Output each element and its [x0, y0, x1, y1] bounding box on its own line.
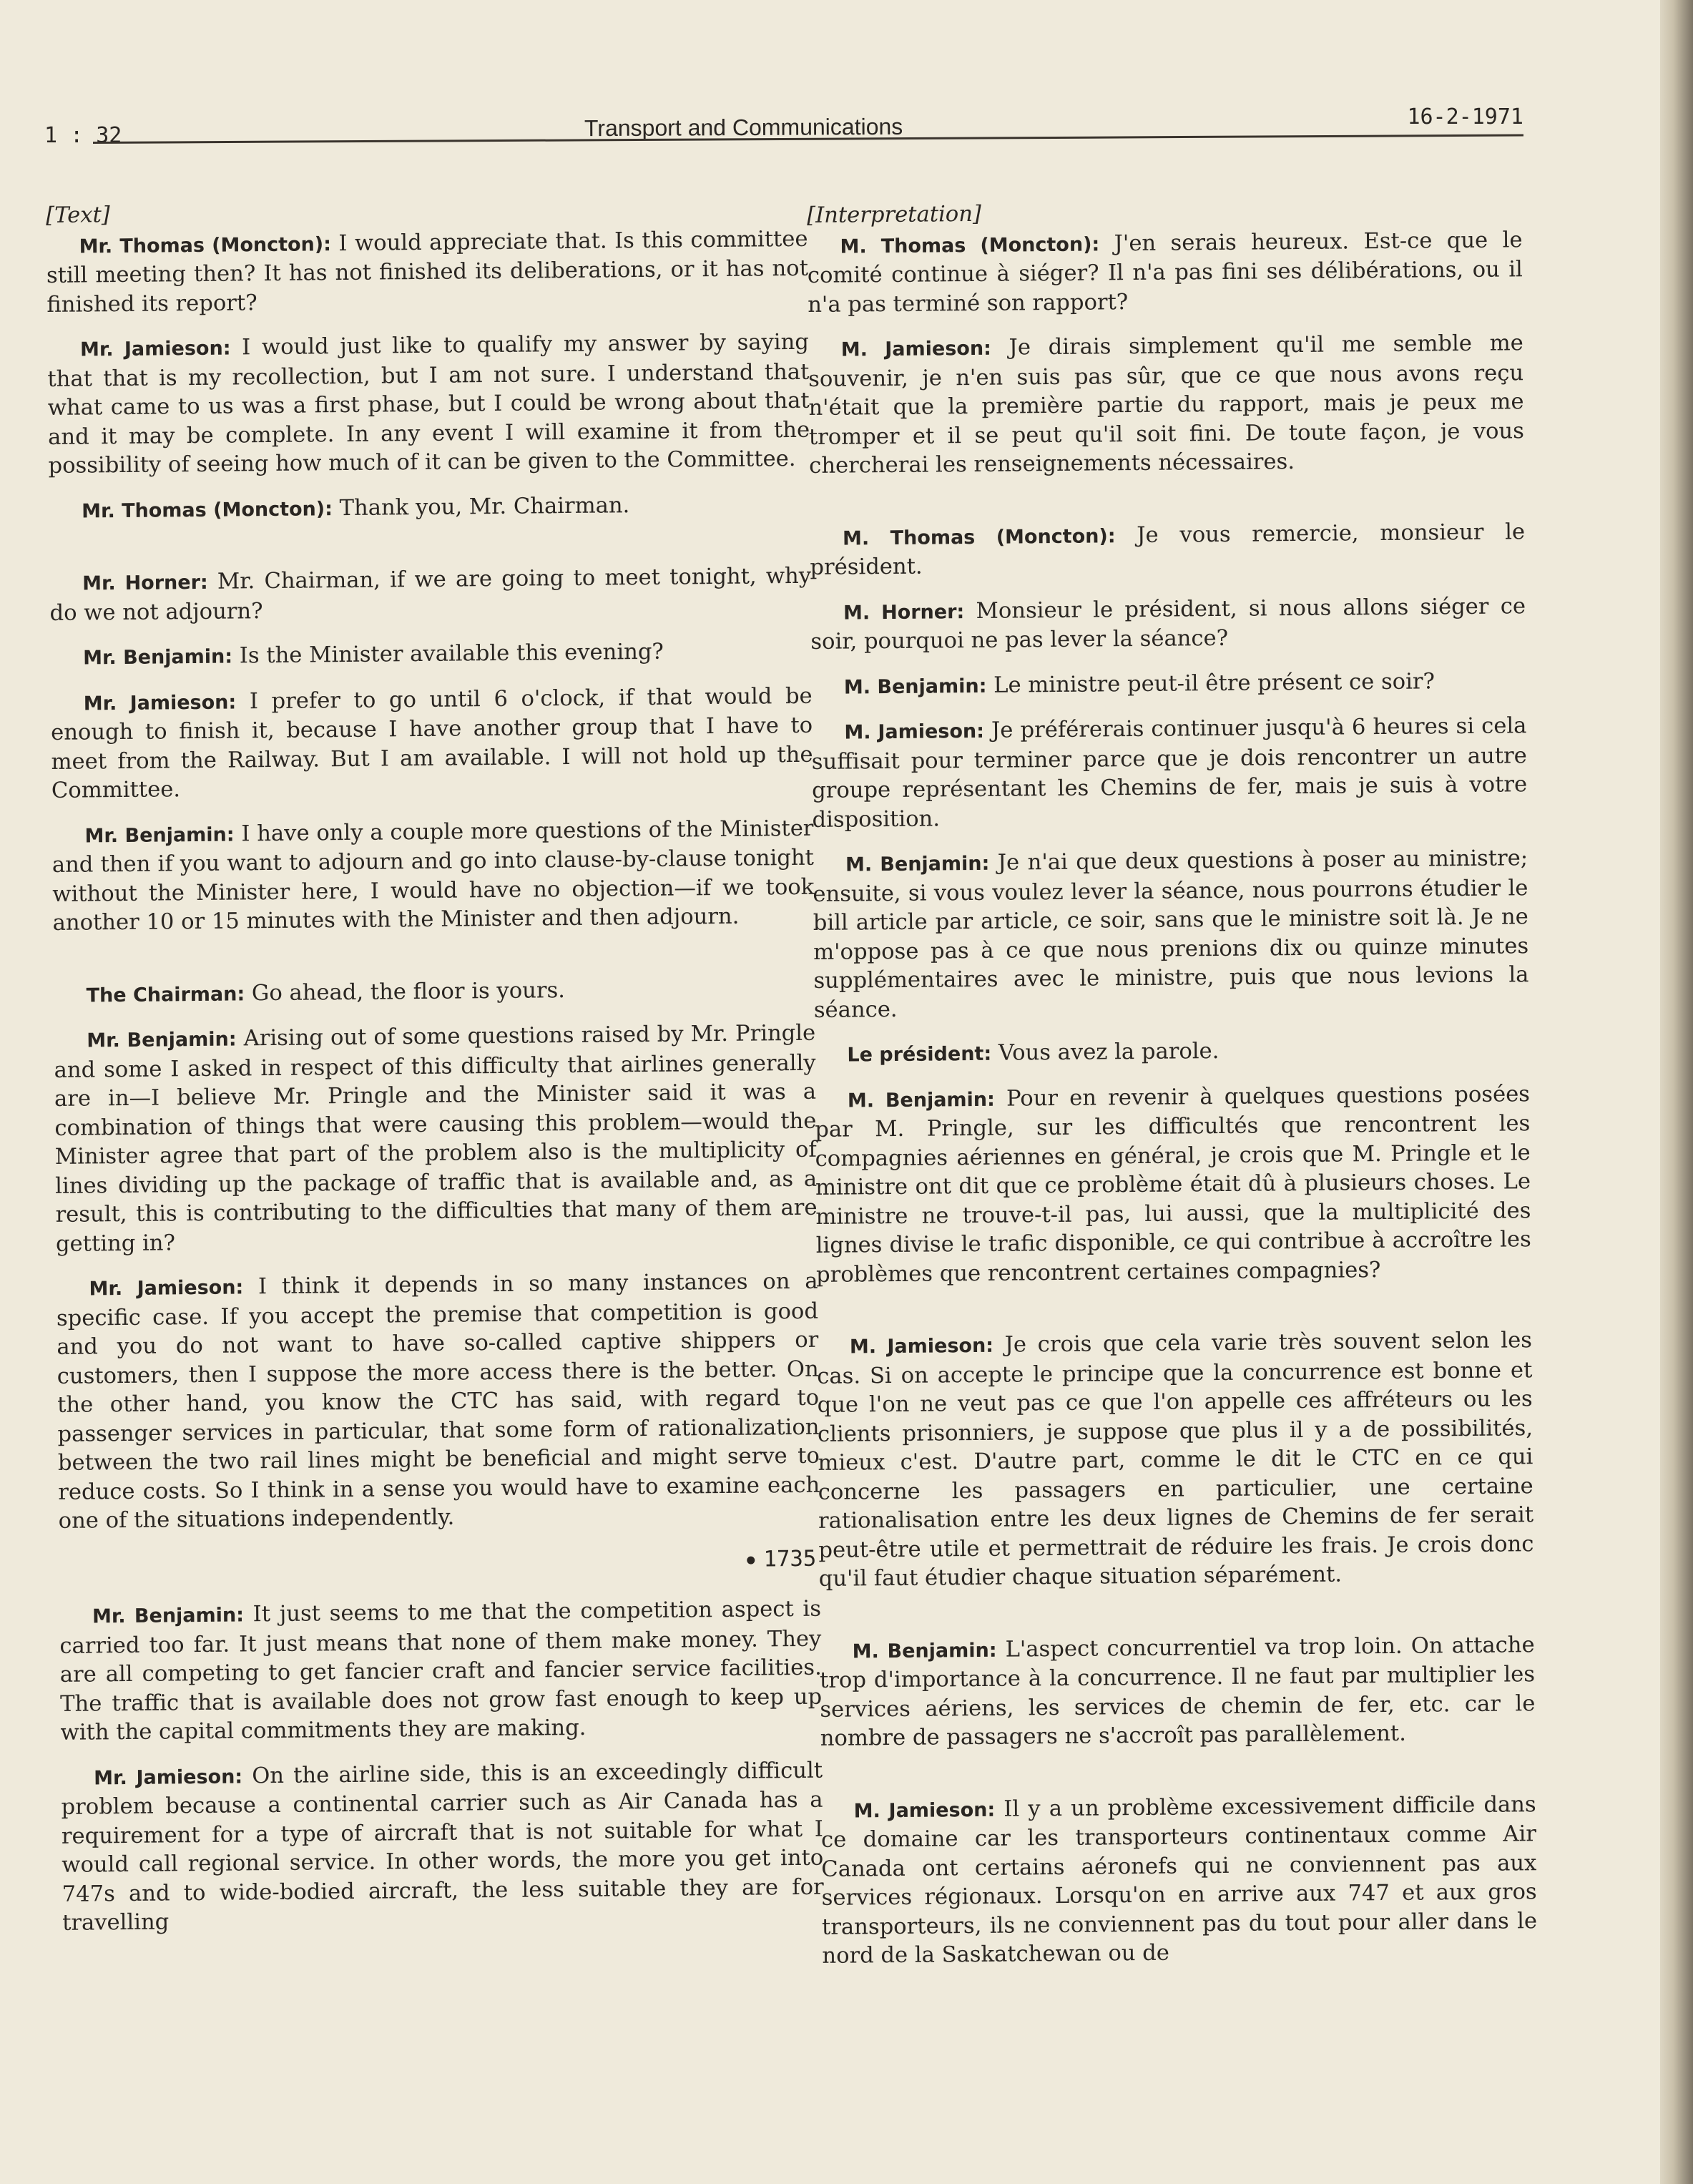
page-number: 1 : 32 — [44, 123, 122, 148]
speech-text: Il y a un problème excessivement difficile dans ce domaine car les transporteurs continentaux comme Air Canada ont certains aéronefs qui ne conviennent pas aux services régionaux. Lorsqu'on en arrive aux 747 et aux gros transporteurs, ils ne conviennent pas du tout pour aller dans le nord de la Saskatchewan ou de — [820, 1791, 1538, 1969]
speech-paragraph — [53, 974, 815, 1011]
speech-paragraph — [61, 1756, 824, 1938]
speech-paragraph — [46, 225, 808, 320]
speech-text: J'en serais heureux. Est-ce que le comité continue à siéger? Il n'a pas fini ses délibérations, ou il n'a pas terminé son rapport? — [807, 227, 1523, 318]
speaker-name: Mr. Thomas (Moncton): — [82, 497, 333, 523]
speaker-name: The Chairman: — [86, 982, 245, 1007]
speech-text: Monsieur le président, si nous allons siéger ce soir, pourquoi ne pas lever la séance? — [810, 593, 1526, 655]
speaker-name: M. Benjamin: — [843, 675, 987, 699]
speech-paragraph — [820, 1791, 1537, 1972]
speech-text: Go ahead, the floor is yours. — [245, 977, 566, 1006]
speech-text: Je n'ai que deux questions à poser au ministre; ensuite, si vous voulez lever la séance, nous pourrons étudier le bill article par article, ce soir, sans que le ministre soit là. Je ne m'oppose pas à ce que nous prenions dix ou quinze minutes supplémentaires avec le ministre, puis que nous levions la séance. — [813, 846, 1529, 1023]
speech-text: Je dirais simplement qu'il me semble me souvenir, je n'en suis pas sûr, que ce que nous avons reçu n'était que la première partie du rapport, mais je peux me tromper et il se peut qu'il soit fini. De toute façon, je vous chercherai les renseignements nécessaires. — [808, 330, 1524, 479]
speaker-name: M. Jamieson: — [853, 1798, 996, 1823]
bullet-icon — [747, 1556, 755, 1564]
header-date: 16-2-1971 — [1407, 104, 1523, 129]
speech-paragraph — [814, 1034, 1529, 1070]
speech-paragraph — [811, 712, 1527, 835]
speech-paragraph — [820, 1631, 1536, 1754]
speech-text: Mr. Chairman, if we are going to meet tonight, why do we not adjourn? — [49, 563, 812, 626]
speaker-name: M. Thomas (Moncton): — [842, 524, 1116, 550]
speech-paragraph — [50, 637, 812, 674]
speech-text: Vous avez la parole. — [991, 1039, 1220, 1066]
speech-text: I think it depends in so many instances on a specific case. If you accept the premise that competition is good and you do not want to have so-called captive shippers or customers, then I suppose the more access there is the better. On the other hand, you know the CTC has said, with regard to passenger services in particular, that some form of rationalization between the two rail lines might be beneficial and might serve to reduce costs. So I think in a sense you would have to examine each one of the situations independently. — [56, 1268, 820, 1534]
speech-text: Je préférerais continuer jusqu'à 6 heures si cela suffisait pour terminer parce que je dois rencontrer un autre groupe représentant les Chemins de fer, mais je suis à votre disposition. — [811, 713, 1528, 833]
speech-paragraph — [54, 1019, 818, 1259]
speaker-name: M. Jamieson: — [849, 1334, 994, 1358]
speech-paragraph — [810, 518, 1526, 583]
speaker-name: M. Horner: — [843, 600, 965, 625]
speech-text: On the airline side, this is an exceedingly difficult problem because a continental carrier such as Air Canada has a requirement for a type of aircraft that is not suitable for what I would call regional service. In other words, the more you get into 747s and to wide-bodied aircraft, the less suitable they are for travelling — [61, 1758, 824, 1936]
speech-paragraph — [51, 682, 814, 805]
page-edge-shadow — [1660, 0, 1693, 2184]
speech-text: I would appreciate that. Is this committee still meeting then? It has not finished its deliberations, or it has not finished its report? — [46, 226, 809, 318]
speech-paragraph — [49, 562, 812, 628]
speech-text: Arising out of some questions raised by Mr. Pringle and some I asked in respect of this difficulty that airlines generally are in—I believe Mr. Pringle and the Minister said it was a combination of things that were causing this problem—would the Minister agree that part of the problem also is the multiplicity of lines dividing up the package of traffic that is available and, as a result, this is contributing to the difficulties that many of them are getting in? — [54, 1020, 818, 1257]
running-title: Transport and Communications — [584, 113, 903, 142]
section-tag: [Interpretation] — [807, 201, 982, 228]
speech-text: Pour en revenir à quelques questions posées par M. Pringle, sur les difficultés que rencontrent les compagnies aériennes en général, je crois que M. Pringle et le ministre ont dit que ce problème était dû à plusieurs choses. Le ministre ne trouve-t-il pas, lui aussi, que la multiplicité des lignes divise le trafic disponible, ce qui contribue à accroître les problèmes que rencontrent certaines compagnies? — [815, 1081, 1531, 1288]
speech-paragraph — [47, 328, 810, 481]
english-column — [46, 195, 824, 1954]
speaker-name: M. Thomas (Moncton): — [840, 232, 1100, 258]
speech-text: Le ministre peut-il être présent ce soir? — [986, 668, 1436, 698]
speaker-name: Mr. Thomas (Moncton): — [79, 232, 332, 258]
speech-text: Je vous remercie, monsieur le président. — [810, 519, 1526, 580]
speech-paragraph — [817, 1326, 1534, 1594]
french-column — [807, 195, 1538, 1987]
speech-paragraph — [813, 844, 1529, 1025]
speaker-name: M. Jamieson: — [840, 337, 992, 361]
speech-text: L'aspect concurrentiel va trop loin. On attache trop d'importance à la concurrence. Il ne faut par multiplier les services aériens, les services de chemin de fer, etc. car le nombre de passagers ne s'accroît pas parallèlement. — [819, 1632, 1536, 1751]
speech-text: I prefer to go until 6 o'clock, if that would be enough to finish it, because I have another group that I have to meet from the Railway. But I am available. I will not hold up the Committee. — [50, 683, 813, 803]
time-marker — [59, 1544, 820, 1581]
speech-paragraph — [808, 329, 1525, 481]
speaker-name: Mr. Jamieson: — [94, 1765, 243, 1789]
speech-text: Thank you, Mr. Chairman. — [332, 492, 630, 521]
section-tag: [Text] — [46, 202, 110, 228]
speech-paragraph — [815, 1080, 1531, 1290]
speech-text: It just seems to me that the competition aspect is carried too far. It just means that none of them make money. They are all competing to get fancier craft and fancier service facilities. The traffic that is available does not grow fast enough to keep up with the capital commitments they are making. — [59, 1596, 823, 1745]
speaker-name: Mr. Horner: — [82, 571, 208, 595]
speaker-name: Mr. Benjamin: — [92, 1604, 245, 1628]
time-marker-text: 1735 — [763, 1546, 817, 1572]
speech-text: I have only a couple more questions of the Minister and then if you want to adjourn and go into clause-by-clause tonight without the Minister here, I would have no objection—if we took another 10 or 15 minutes with the Minister and then adjourn. — [51, 816, 815, 936]
speaker-name: Mr. Benjamin: — [82, 645, 233, 670]
speaker-name: Mr. Jamieson: — [79, 337, 231, 361]
speech-paragraph — [807, 226, 1523, 320]
speaker-name: M. Benjamin: — [847, 1088, 996, 1112]
speech-paragraph — [811, 667, 1526, 702]
speaker-name: M. Benjamin: — [852, 1639, 997, 1663]
speech-text: Is the Minister available this evening? — [232, 639, 664, 669]
speaker-name: Mr. Jamieson: — [83, 690, 237, 715]
speech-paragraph — [56, 1268, 820, 1537]
speaker-name: M. Benjamin: — [845, 852, 990, 876]
speaker-name: Mr. Benjamin: — [87, 1028, 237, 1052]
speaker-name: Le président: — [847, 1042, 992, 1067]
speaker-name: M. Jamieson: — [844, 720, 985, 744]
speech-paragraph — [51, 814, 815, 938]
speech-paragraph — [59, 1595, 823, 1748]
speaker-name: Mr. Jamieson: — [89, 1276, 244, 1301]
speech-text: I would just like to qualify my answer by saying that that is my recollection, but I am not sure. I understand that what came to us was a first phase, but I could be wrong about that and it may be complete. In any event I will examine it from the possibility of seeing how much of it can be given to the Committee. — [47, 329, 810, 479]
speaker-name: Mr. Benjamin: — [84, 823, 235, 848]
speech-paragraph — [49, 489, 810, 527]
speech-text: Je crois que cela varie très souvent selon les cas. Si on accepte le principe que la concurrence est bonne et que l'on ne veut pas ce que l'on appelle ces affréteurs ou les clients prisonniers, je suppose que plus il y a de possibilités, mieux c'est. D'autre part, comme le dit le CTC en ce qui concerne les passagers en particulier, une certaine rationalisation entre les deux lignes de Chemins de fer serait peut-être utile et permettrait de réduire les frais. Je crois donc qu'il faut étudier chaque situation séparément. — [817, 1328, 1534, 1592]
speech-paragraph — [810, 592, 1526, 657]
